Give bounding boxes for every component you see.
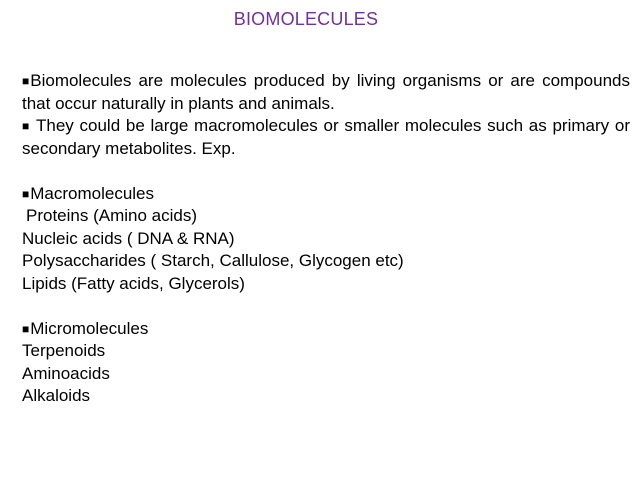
slide-title: BIOMOLECULES	[233, 9, 379, 29]
square-bullet-icon: ■	[22, 119, 30, 133]
macro-heading-text: Macromolecules	[30, 183, 155, 203]
intro-paragraph-2	[22, 115, 630, 160]
list-item: Lipids (Fatty acids, Glycerols)	[22, 273, 245, 293]
list-item: Terpenoids	[22, 341, 106, 360]
list-item: Polysaccharides ( Starch, Callulose, Glycogen etc)	[22, 251, 404, 270]
macro-heading	[22, 183, 630, 206]
list-item: Alkaloids	[22, 386, 91, 405]
micro-heading	[22, 318, 630, 341]
intro-paragraph-1	[22, 70, 630, 115]
intro-text-1: Biomolecules are molecules produced by living organisms or are compounds that occur naturally in plants and animals.	[22, 71, 630, 113]
spacer	[22, 295, 630, 318]
list-item: Aminoacids	[22, 363, 110, 383]
micro-heading-text: Micromolecules	[30, 318, 149, 338]
list-item: Nucleic acids ( DNA & RNA)	[22, 228, 235, 248]
square-bullet-icon: ■	[22, 321, 30, 336]
square-bullet-icon: ■	[22, 186, 30, 201]
spacer	[22, 160, 630, 183]
list-item: Proteins (Amino acids)	[26, 206, 198, 225]
slide-body	[22, 70, 630, 408]
intro-text-2: They could be large macromolecules or smaller molecules such as primary or secondary metabolites. Exp.	[22, 116, 630, 158]
square-bullet-icon: ■	[22, 74, 30, 88]
